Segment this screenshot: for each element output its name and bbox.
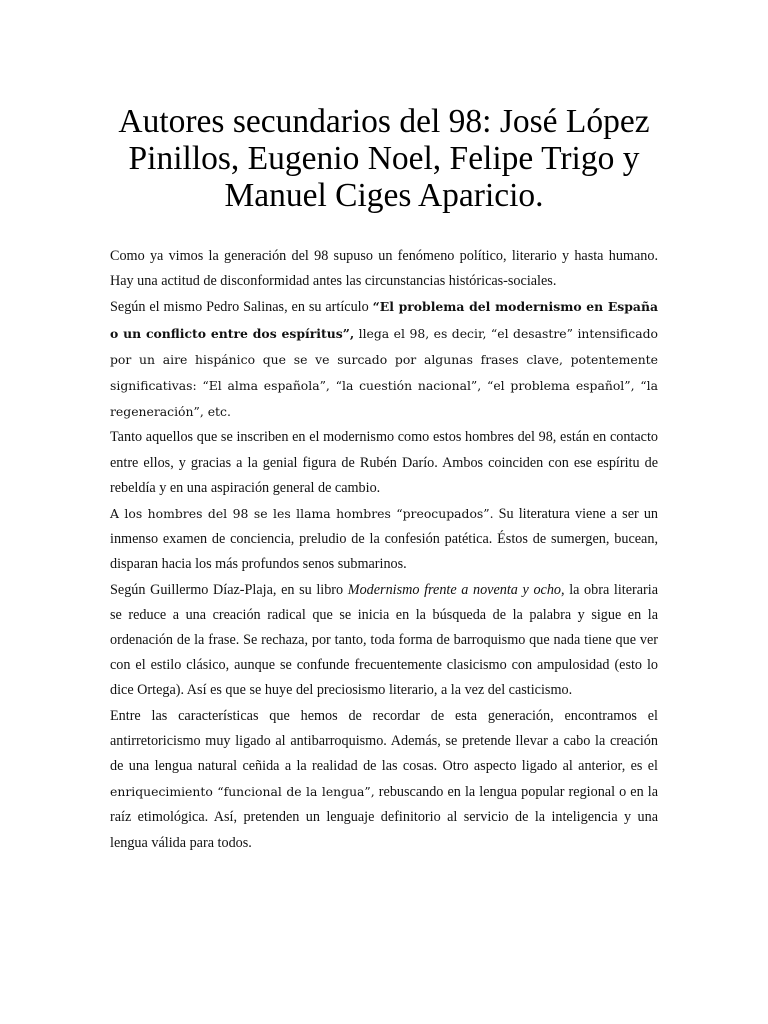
paragraph-5 <box>110 578 658 704</box>
paragraph-6-phrase: enriquecimiento “funcional de la lengua”, <box>110 784 375 800</box>
paragraph-4 <box>110 501 658 578</box>
paragraph-2-rest: llega el 98, es decir, “el desastre” intensificado por un aire hispánico que se ve surcado por algunas frases clave, potentemente significativas: “El alma española”, “la cuestión nacional”, “el problema español”, “la regeneración”, etc. <box>110 325 658 420</box>
paragraph-2 <box>110 294 658 425</box>
document-body <box>110 244 658 856</box>
paragraph-6 <box>110 704 658 856</box>
article-title: “El problema del modernismo en España o un conflicto entre dos espíritus”, <box>110 299 658 341</box>
paragraph-4-rest: Su literatura viene a ser un inmenso examen de conciencia, preludio de la confesión patética. Éstos de sumergen, bucean, disparan hacia los más profundos senos submarinos. <box>110 506 659 573</box>
paragraph-1: Como ya vimos la generación del 98 supuso un fenómeno político, literario y hasta humano. Hay una actitud de disconformidad antes las circunstancias históricas-sociales. <box>110 248 658 290</box>
paragraph-6-lead: Entre las características que hemos de recordar de esta generación, encontramos el antirretoricismo muy ligado al antibarroquismo. Además, se pretende llevar a cabo la creación de una lengua natural ceñida a la realidad de las cosas. Otro aspecto ligado al anterior, es el <box>110 707 658 775</box>
paragraph-4-lead: A los hombres del 98 se les llama hombres “preocupados”. <box>110 506 494 522</box>
paragraph-6-rest: rebuscando en la lengua popular regional o en la raíz etimológica. Así, pretenden un lenguaje definitorio al servicio de la inteligencia y una lengua válida para todos. <box>110 784 658 851</box>
document-title: Autores secundarios del 98: José López Pinillos, Eugenio Noel, Felipe Trigo y Manuel Ciges Aparicio. <box>118 103 650 214</box>
paragraph-3: Tanto aquellos que se inscriben en el modernismo como estos hombres del 98, están en contacto entre ellos, y gracias a la genial figura de Rubén Darío. Ambos coinciden con ese espíritu de rebeldía y en una aspiración general de cambio. <box>110 429 658 496</box>
book-title: Modernismo frente a noventa y ocho <box>347 581 562 598</box>
paragraph-2-lead: Según el mismo Pedro Salinas, en su artículo <box>110 299 373 316</box>
paragraph-5-lead: Según Guillermo Díaz-Plaja, en su libro <box>110 581 348 598</box>
paragraph-5-rest: , la obra literaria se reduce a una creación radical que se inicia en la búsqueda de la palabra y sigue en la ordenación de la frase. Se rechaza, por tanto, toda forma de barroquismo que nada tiene que ver con el estilo clásico, aunque se confunde frecuentemente clasicismo con ampulosidad (esto lo dice Ortega). Así es que se huye del preciosismo literario, a la vez del casticismo. <box>110 581 658 699</box>
